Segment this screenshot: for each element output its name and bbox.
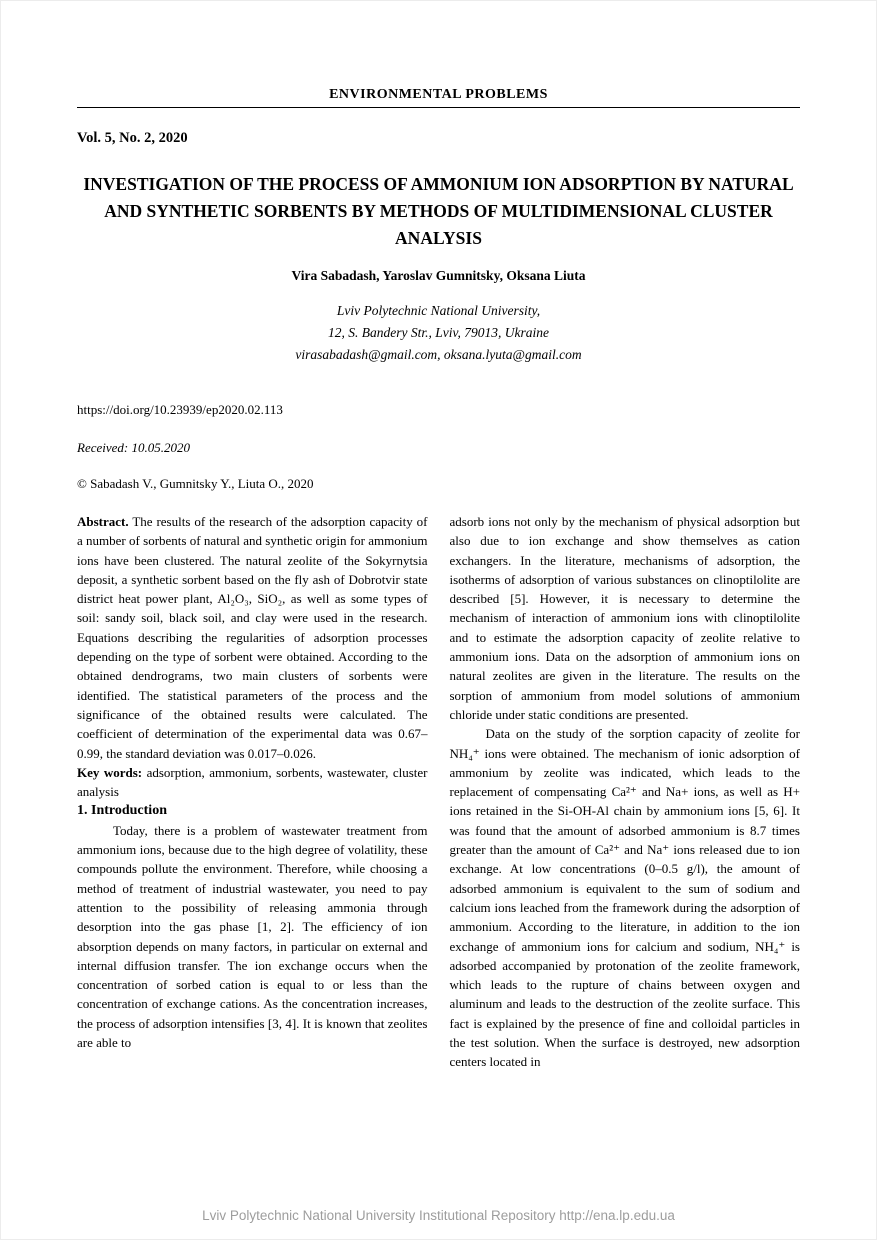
copyright-line: © Sabadash V., Gumnitsky Y., Liuta O., 2020 <box>77 476 314 491</box>
right-column-paragraph-2: Data on the study of the sorption capacity of zeolite for NH₄⁺ ions were obtained. The mechanism of ionic adsorption of ammonium by zeolite was indicated, which leads to the replacement of compensating Ca²⁺ and Na+ ions, as well as H+ ions retained in the Si-OH-Al chain by ammonium ions [5, 6]. It was found that the amount of adsorbed ammonium is 8.7 times greater than the amount of Ca²⁺ and Na⁺ ions released due to ion exchange. At low concentrations (0–0.5 g/l), the amount of adsorbed ammonium is equivalent to the sum of sodium and calcium ions leached from the framework during the adsorption of ammonium. According to the literature, in addition to the ion exchange of ammonium ions for calcium and sodium, NH₄⁺ is adsorbed accompanied by protonation of the zeolite framework, which leads to the rupture of chains between oxygen and aluminum and leads to the destruction of the zeolite surface. This fact is explained by the presence of fine and colloidal particles in the test solution. When the surface is destroyed, new adsorption centers located in <box>449 726 800 1070</box>
doi-link[interactable]: https://doi.org/10.23939/ep2020.02.113 <box>77 402 283 417</box>
repository-footer: Lviv Polytechnic National University Institutional Repository http://ena.lp.edu.ua <box>202 1208 675 1223</box>
keywords-label: Key words: <box>77 764 143 780</box>
two-column-body <box>77 512 800 1072</box>
affiliation-line-1: Lviv Polytechnic National University, <box>336 303 541 318</box>
keywords-text: adsorption, ammonium, sorbents, wastewater, cluster analysis <box>77 764 428 800</box>
journal-header: ENVIRONMENTAL PROBLEMS <box>329 87 548 102</box>
volume-issue: Vol. 5, No. 2, 2020 <box>77 130 188 146</box>
abstract-paragraph <box>77 512 428 763</box>
authors-line: Vira Sabadash, Yaroslav Gumnitsky, Oksana Liuta <box>291 268 586 283</box>
section-heading-introduction: 1. Introduction <box>77 803 167 819</box>
header-rule <box>77 107 800 108</box>
abstract-text: The results of the research of the adsorption capacity of a number of sorbents of natural and synthetic origin for ammonium ions have been clustered. The natural zeolite of the Sokyrnytsia deposit, a synthetic sorbent based on the fly ash of Dobrotvir state district heat power plant, Al₂O₃, SiO₂, as well as some types of soil: sandy soil, black soil, and clay were used in the research. Equations describing the regularities of adsorption processes depending on the type of sorbent were obtained. According to the obtained dendrograms, two main clusters of sorbents were identified. The statistical parameters of the process and the significance of the obtained results were calculated. The coefficient of determination of the experimental data was 0.67–0.99, the standard deviation was 0.017–0.026. <box>77 514 428 761</box>
affiliation-block <box>77 300 800 366</box>
affiliation-emails: virasabadash@gmail.com, oksana.lyuta@gmail.com <box>295 347 582 362</box>
left-column <box>77 512 428 1072</box>
keywords-paragraph <box>77 763 428 802</box>
affiliation-line-2: 12, S. Bandery Str., Lviv, 79013, Ukraine <box>328 325 549 340</box>
introduction-paragraph: Today, there is a problem of wastewater treatment from ammonium ions, because due to the high degree of volatility, these compounds pollute the environment. Therefore, while choosing a method of treatment of industrial wastewater, you need to pay attention to the possibility of releasing ammonia through desorption into the gas phase [1, 2]. The efficiency of ion absorption depends on many factors, in particular on external and internal diffusion transfer. The ion exchange occurs when the concentration of sorbed cation is equal to or less than the concentration of exchange cations. As the concentration increases, the process of adsorption intensifies [3, 4]. It is known that zeolites are able to <box>77 822 428 1051</box>
paper-title: INVESTIGATION OF THE PROCESS OF AMMONIUM ION ADSORPTION BY NATURAL AND SYNTHETIC SORBENTS BY METHODS OF MULTIDIMENSIONAL CLUSTER ANALYSIS <box>83 174 794 248</box>
abstract-label: Abstract. <box>77 514 129 529</box>
right-column <box>450 512 801 1072</box>
right-column-paragraph-1: adsorb ions not only by the mechanism of physical adsorption but also due to ion exchange and show themselves as cation exchangers. In the literature, mechanisms of adsorption, the isotherms of adsorption of various substances on clinoptilolite are described [5]. However, it is necessary to determine the mechanism of interaction of ammonium ions with clinoptilolite and to estimate the adsorption capacity of zeolite relative to ammonium ions. Data on the adsorption of ammonium ions on natural zeolites are given in the literature. The results on the sorption of ammonium from model solutions of ammonium chloride under static conditions are presented. <box>449 514 800 722</box>
received-date: Received: 10.05.2020 <box>77 440 190 455</box>
